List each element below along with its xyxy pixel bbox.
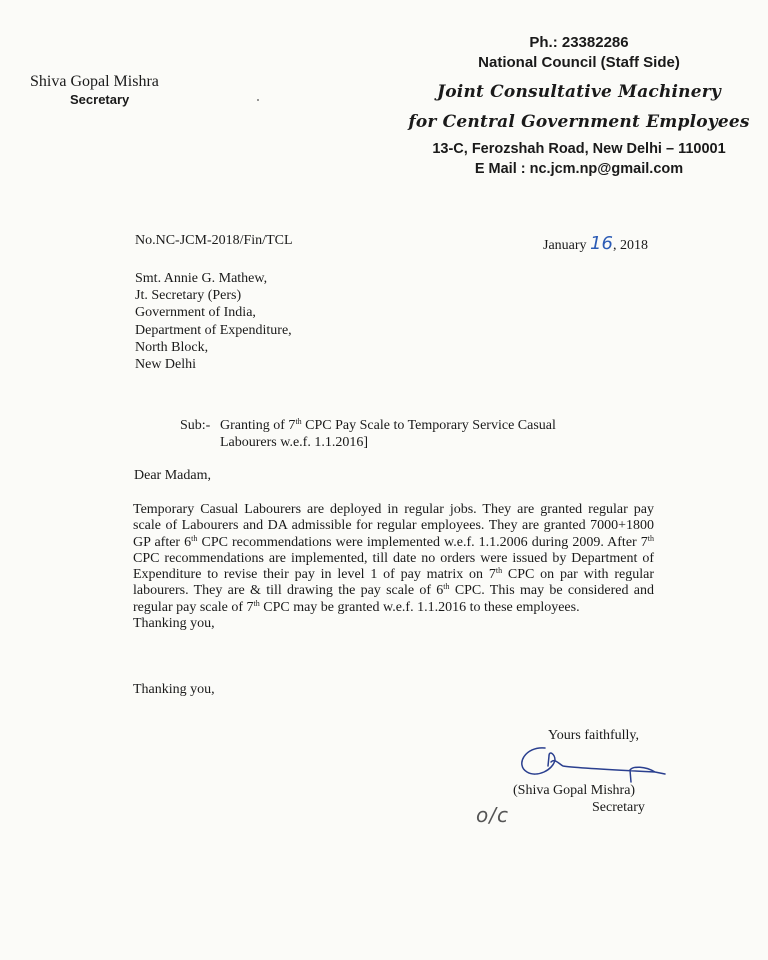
reference-number: No.NC-JCM-2018/Fin/TCL [135,233,293,248]
superscript: th [647,533,655,543]
letter-date [543,233,648,254]
superscript: th [191,533,198,543]
date-month: January [543,238,587,253]
date-year: , 2018 [612,238,648,253]
speck-mark [257,99,259,101]
addressee-block [135,270,292,373]
subject-line2: Labourers w.e.f. 1.1.2016] [220,435,368,450]
body-text: CPC on par with regular labourers. They are & till drawing the pay scale of 6 [133,567,654,599]
handwritten-initials: o/c [476,803,509,827]
superscript: th [295,417,302,426]
body-text: CPC. This may be considered and regular pay scale of 7 [133,583,654,615]
addressee-line: Smt. Annie G. Mathew, [135,271,268,286]
letterhead-email: E Mail : nc.jcm.np@gmail.com [474,161,684,177]
superscript: th [443,582,450,592]
salutation: Dear Madam, [134,468,211,483]
sender-name: Shiva Gopal Mishra [30,73,159,90]
body-text: Temporary Casual Labourers are deployed in regular jobs. They are granted regular pay scale of Labourers and DA admissible for regular employees. They are granted 7000+1800 GP after 6 [133,502,654,550]
addressee-line: New Delhi [135,357,197,373]
superscript: th [495,566,503,576]
date-day-handwritten: 16 [590,233,613,254]
signatory-name: (Shiva Gopal Mishra) [513,783,636,798]
letterhead-phone: Ph.: 23382286 [529,34,629,51]
superscript: th [253,598,260,608]
addressee-line: Department of Expenditure, [135,322,292,338]
letterhead-org-line1: Joint Consultative Machinery [437,82,721,102]
letterhead-address: 13-C, Ferozshah Road, New Delhi – 110001 [432,141,726,157]
body-text: CPC recommendations were implemented w.e.f. 1.1.2006 during 2009. After 7 [197,534,648,550]
letterhead-council: National Council (Staff Side) [478,54,680,71]
thanks-inline: Thanking you, [133,616,215,632]
body-text: CPC may be granted w.e.f. 1.1.2016 to these employees. [259,599,580,615]
closing-line: Thanking you, [133,682,215,697]
signatory-title: Secretary [592,800,645,815]
addressee-line: Jt. Secretary (Pers) [135,288,242,304]
sender-title: Secretary [70,92,130,107]
addressee-line: North Block, [135,339,209,355]
subject-text-part: CPC Pay Scale to Temporary Service Casual [301,418,556,433]
addressee-line: Government of India, [135,305,256,321]
subject-label: Sub:- [180,418,211,433]
yours-faithfully: Yours faithfully, [548,728,640,743]
body-paragraph [133,502,654,632]
letterhead-org-line2: for Central Government Employees [408,112,750,132]
body-text: CPC recommendations are implemented, till date no orders were issued by Department of Expenditure to revise their pay in level 1 of pay matrix on 7 [133,550,654,583]
subject-text-part: Granting of 7 [220,418,296,433]
subject-text [220,417,556,451]
subject-block [180,417,556,451]
